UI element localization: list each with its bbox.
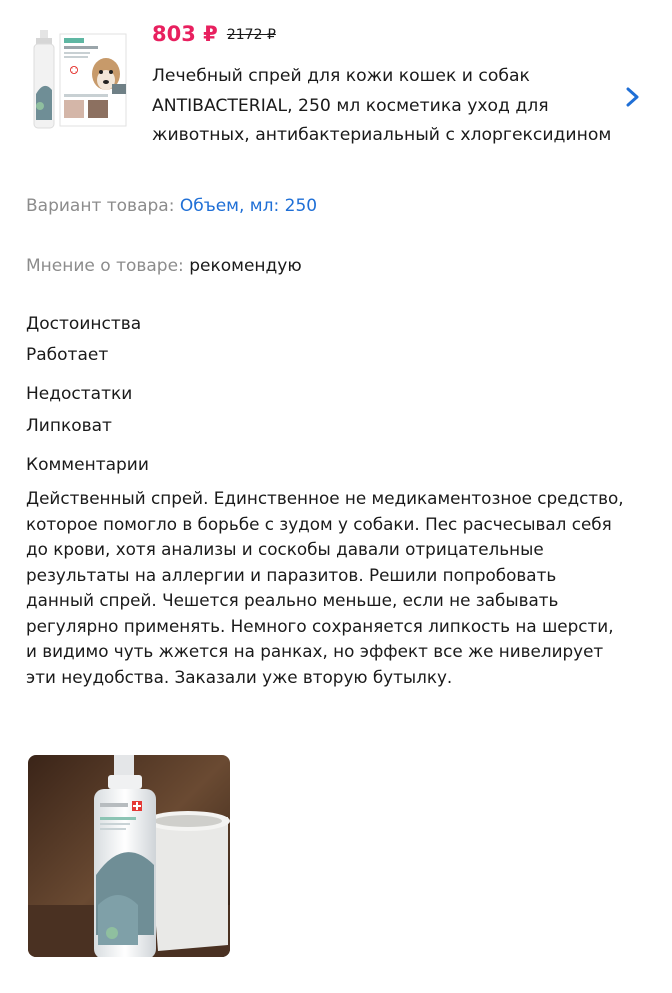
variant-value[interactable]: Объем, мл: 250 (179, 196, 318, 216)
pros-text: Работает (26, 345, 109, 365)
cons-text: Липковат (26, 416, 112, 436)
product-card[interactable] (26, 22, 646, 172)
opinion-label: Мнение о товаре: (26, 256, 184, 276)
chevron-right-icon[interactable] (622, 82, 644, 112)
comments-heading: Комментарии (26, 455, 149, 475)
product-variant (26, 196, 317, 216)
pros-heading: Достоинства (26, 314, 142, 334)
product-thumbnail[interactable] (26, 24, 134, 132)
variant-label: Вариант товара: (26, 196, 175, 216)
product-opinion (26, 256, 302, 276)
comments-text: Действенный спрей. Единственное не медикаментозное средство, которое помогло в борьбе с зудом у собаки. Пес расчесывал себя до крови, хотя анализы и соскобы давали отрицательные результаты на аллергии и паразитов. Решили попробовать данный спрей. Чешется реально меньше, если не забывать регулярно применять. Немного сохраняется липкость на шерсти, и видимо чуть жжется на ранках, но эффект все же нивелирует эти неудобства. Заказали уже вторую бутылку. (26, 488, 624, 687)
opinion-value: рекомендую (189, 256, 302, 276)
review-photo[interactable] (28, 755, 230, 957)
current-price: 803 ₽ (152, 22, 218, 46)
old-price: 2172 ₽ (226, 27, 276, 43)
price-row (152, 22, 276, 46)
product-title[interactable]: Лечебный спрей для кожи кошек и собак ANTIBACTERIAL, 250 мл косметика уход для животных, антибактериальный с хлоргексидином (152, 66, 612, 145)
cons-heading: Недостатки (26, 384, 133, 404)
